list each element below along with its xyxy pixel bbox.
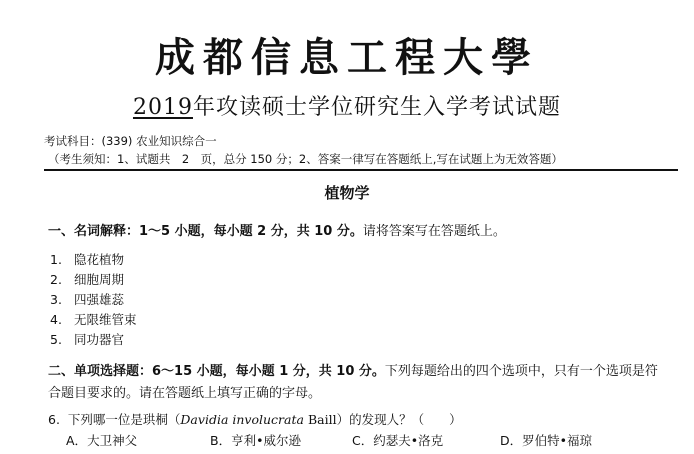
- question-6-options: [0, 432, 694, 452]
- part1-heading: [48, 221, 506, 243]
- option-text: 罗伯特•福琼: [522, 433, 593, 448]
- option-d: [500, 432, 592, 450]
- item-text: 四强雄蕊: [74, 292, 125, 307]
- exam-title-text: 年攻读硕士学位研究生入学考试试题: [192, 95, 561, 120]
- exam-subject: 考试科目：(339) 农业知识综合一: [44, 134, 217, 148]
- list-item: [50, 330, 137, 350]
- option-letter: D．: [500, 433, 523, 448]
- item-text: 隐花植物: [74, 252, 125, 267]
- section-title: 植物学: [324, 184, 370, 202]
- header-divider: [44, 169, 678, 171]
- item-number: 3.: [50, 292, 62, 307]
- option-letter: A．: [66, 433, 88, 448]
- question-6: [48, 411, 462, 429]
- option-letter: C．: [352, 433, 374, 448]
- list-item: [50, 290, 137, 310]
- term-list: [50, 250, 137, 350]
- university-name: 成都信息工程大學: [155, 34, 539, 81]
- option-c: [352, 432, 443, 450]
- species-author: Baill: [303, 412, 337, 427]
- part2-heading-bold: 二、单项选择题：6～15 小题，每小题 1 分，共 10 分。: [48, 364, 385, 379]
- option-a: [66, 432, 137, 450]
- list-item: [50, 270, 137, 290]
- list-item: [50, 250, 137, 270]
- exam-title: [0, 94, 694, 122]
- part1-heading-rest: 请将答案写在答题纸上。: [362, 224, 506, 239]
- part1-heading-bold: 一、名词解释：1～5 小题，每小题 2 分，共 10 分。: [48, 224, 363, 239]
- exam-notice: （考生须知：1、试题共 2 页，总分 150 分；2、答案一律写在答题纸上,写在试题上为无效答题）: [48, 152, 563, 166]
- list-item: [50, 310, 137, 330]
- option-b: [210, 432, 301, 450]
- exam-year: 2019: [132, 95, 193, 120]
- item-number: 5.: [50, 332, 62, 347]
- item-number: 1.: [50, 252, 62, 267]
- option-text: 亨利•威尔逊: [231, 433, 301, 448]
- part2-heading: [48, 361, 658, 405]
- item-text: 细胞周期: [74, 272, 125, 287]
- option-letter: B．: [210, 433, 232, 448]
- part2-heading-rest: 下列每题给出的四个选项中，只有一个选项是符合题目要求的。请在答题纸上填写正确的字母。: [48, 364, 658, 401]
- item-text: 无限维管束: [74, 312, 137, 327]
- question-text-after: ）的发现人？（ ）: [336, 412, 462, 427]
- option-text: 约瑟夫•洛克: [373, 433, 444, 448]
- question-text-before: 下列哪一位是珙桐（: [67, 412, 181, 427]
- question-number: 6.: [48, 412, 60, 427]
- option-text: 大卫神父: [87, 433, 138, 448]
- item-text: 同功器官: [74, 332, 125, 347]
- item-number: 4.: [50, 312, 62, 327]
- species-latin-name: Davidia involucrata: [180, 412, 304, 427]
- item-number: 2.: [50, 272, 62, 287]
